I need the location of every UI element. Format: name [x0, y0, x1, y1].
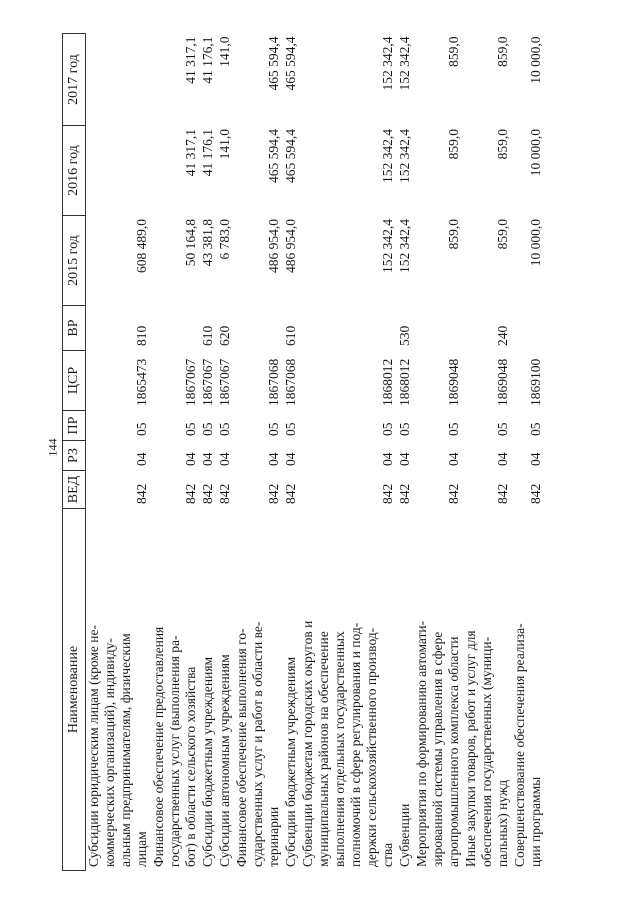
cell-vr: 530: [397, 325, 412, 346]
cell-rz: 04: [134, 452, 149, 466]
cell-rz: 04: [495, 452, 510, 466]
cell-pr: 05: [217, 422, 232, 436]
table-row: [300, 34, 397, 871]
cell-name: Субсидии бюджетным учреждениям: [200, 656, 215, 867]
cell-ved: 842: [528, 483, 543, 504]
col-header-2016: 2016 год: [63, 126, 86, 216]
cell-2017: 41 176,1: [200, 36, 215, 84]
cell-name: Совершенствование обеспечения реализа- ции программы: [512, 623, 543, 867]
cell-rz: 04: [200, 452, 215, 466]
cell-name: Мероприятия по формированию автомати- зированной системы управления в сфере агропромышленного комплекса области: [414, 620, 461, 867]
cell-vr: 610: [283, 325, 298, 346]
cell-csr: 1869048: [446, 358, 461, 406]
col-header-2015: 2015 год: [63, 216, 86, 306]
table-row: [151, 34, 200, 871]
cell-2017: 465 594,4: [266, 36, 281, 91]
cell-2017: 859,0: [495, 36, 510, 67]
cell-2017: [86, 34, 152, 126]
col-header-2017: 2017 год: [63, 34, 86, 126]
cell-csr: 1865473: [134, 358, 149, 406]
cell-2015: 10 000,0: [528, 219, 543, 267]
cell-2016: 152 342,4: [380, 129, 395, 183]
cell-rz: 04: [217, 452, 232, 466]
cell-vr: 620: [217, 325, 232, 346]
table-row: [217, 34, 234, 871]
table-row: [283, 34, 300, 871]
cell-pr: 05: [446, 422, 461, 436]
cell-ved: 842: [446, 483, 461, 504]
cell-csr: 1868012: [380, 358, 395, 406]
cell-vr: [234, 306, 283, 351]
cell-name: Финансовое обеспечение предоставления государственных услуг (выполнения ра- бот) в области сельского хозяйства: [151, 626, 198, 867]
table-row: [397, 34, 414, 871]
cell-ved: 842: [283, 483, 298, 504]
cell-2016: 859,0: [495, 129, 510, 160]
cell-rz: 04: [397, 452, 412, 466]
cell-2016: 859,0: [446, 129, 461, 160]
cell-2015: 6 783,0: [217, 219, 232, 260]
col-header-name: Наименование: [63, 509, 86, 871]
cell-vr: [300, 306, 397, 351]
cell-vr: 810: [134, 325, 149, 346]
cell-2017: 465 594,4: [283, 36, 298, 91]
cell-name: Иные закупки товаров, работ и услуг для обеспечения государственных (муници- пальных) нужд: [463, 630, 510, 867]
cell-csr: 1869100: [528, 358, 543, 406]
cell-2016: 41 176,1: [200, 129, 215, 177]
cell-2015: 152 342,4: [397, 219, 412, 273]
cell-name: Субвенции: [397, 803, 412, 867]
cell-ved: 842: [217, 483, 232, 504]
cell-vr: [414, 306, 463, 351]
budget-table: [62, 33, 545, 871]
col-header-ved: ВЕД: [63, 471, 86, 509]
cell-pr: 05: [266, 422, 281, 436]
cell-name: Субвенции бюджетам городских округов и муниципальных районов на обеспечение выполнения отдельных государственных полномочий в сфере регулирования и под- держки сельскохозяйственного производ- ства: [300, 620, 395, 867]
table-row: [463, 34, 512, 871]
cell-2016: 10 000,0: [528, 129, 543, 177]
cell-ved: 842: [397, 483, 412, 504]
cell-2016: 465 594,4: [266, 129, 281, 183]
cell-2017: 141,0: [217, 36, 232, 67]
cell-pr: 05: [380, 422, 395, 436]
header-row: [63, 34, 86, 871]
cell-2016: 152 342,4: [397, 129, 412, 183]
cell-2016: 465 594,4: [283, 129, 298, 183]
cell-2017: 10 000,0: [528, 36, 543, 84]
cell-2015: 152 342,4: [380, 219, 395, 273]
cell-pr: 05: [200, 422, 215, 436]
cell-pr: 05: [183, 422, 198, 436]
table-row: [200, 34, 217, 871]
cell-2015: 608 489,0: [134, 219, 149, 273]
cell-name: Субсидии бюджетным учреждениям: [283, 656, 298, 867]
cell-csr: 1867067: [200, 358, 215, 406]
cell-rz: 04: [380, 452, 395, 466]
cell-2016: [86, 126, 152, 216]
cell-name: Субсидии юридическим лицам (кроме не- коммерческих организаций), индивиду- альным предпринимателям, физическим лицам: [86, 625, 149, 867]
cell-csr: 1867067: [183, 358, 198, 406]
col-header-vr: ВР: [63, 306, 86, 351]
col-header-rz: РЗ: [63, 441, 86, 471]
cell-2017: 859,0: [446, 36, 461, 67]
cell-2015: 486 954,0: [266, 219, 281, 273]
cell-ved: 842: [200, 483, 215, 504]
table-row: [414, 34, 463, 871]
cell-2015: 859,0: [495, 219, 510, 250]
cell-csr: 1867067: [217, 358, 232, 406]
table-row: [234, 34, 283, 871]
cell-vr: 240: [495, 325, 510, 346]
cell-csr: 1868012: [397, 358, 412, 406]
cell-ved: 842: [183, 483, 198, 504]
cell-2017: 41 317,1: [183, 36, 198, 84]
cell-2017: 152 342,4: [380, 36, 395, 91]
cell-rz: 04: [528, 452, 543, 466]
col-header-csr: ЦСР: [63, 351, 86, 411]
cell-pr: 05: [283, 422, 298, 436]
cell-2017: 152 342,4: [397, 36, 412, 91]
cell-name: Субсидии автономным учреждениям: [217, 654, 232, 867]
cell-csr: 1869048: [495, 358, 510, 406]
cell-2016: 41 317,1: [183, 129, 198, 177]
rotated-page: [62, 34, 617, 871]
cell-ved: 842: [495, 483, 510, 504]
cell-2015: 43 381,8: [200, 219, 215, 267]
cell-ved: 842: [134, 483, 149, 504]
cell-pr: 05: [397, 422, 412, 436]
cell-csr: 1867068: [283, 358, 298, 406]
cell-vr: 610: [200, 325, 215, 346]
cell-csr: 1867068: [266, 358, 281, 406]
cell-2015: 486 954,0: [283, 219, 298, 273]
cell-pr: 05: [528, 422, 543, 436]
cell-2016: 141,0: [217, 129, 232, 160]
col-header-pr: ПР: [63, 411, 86, 441]
cell-rz: 04: [446, 452, 461, 466]
table-row: [512, 34, 545, 871]
table-body: [86, 34, 546, 871]
cell-name: Финансовое обеспечение выполнения го- сударственных услуг и работ в области ве- теринарии: [234, 621, 281, 867]
cell-vr: [151, 306, 200, 351]
cell-ved: 842: [266, 483, 281, 504]
cell-2015: 50 164,8: [183, 219, 198, 267]
cell-rz: 04: [283, 452, 298, 466]
cell-vr: [512, 306, 545, 351]
cell-rz: 04: [183, 452, 198, 466]
cell-rz: 04: [266, 452, 281, 466]
cell-pr: 05: [495, 422, 510, 436]
page-number: 144: [45, 438, 60, 457]
cell-2015: 859,0: [446, 219, 461, 250]
cell-ved: 842: [380, 483, 395, 504]
cell-pr: 05: [134, 422, 149, 436]
table-row: [86, 34, 152, 871]
